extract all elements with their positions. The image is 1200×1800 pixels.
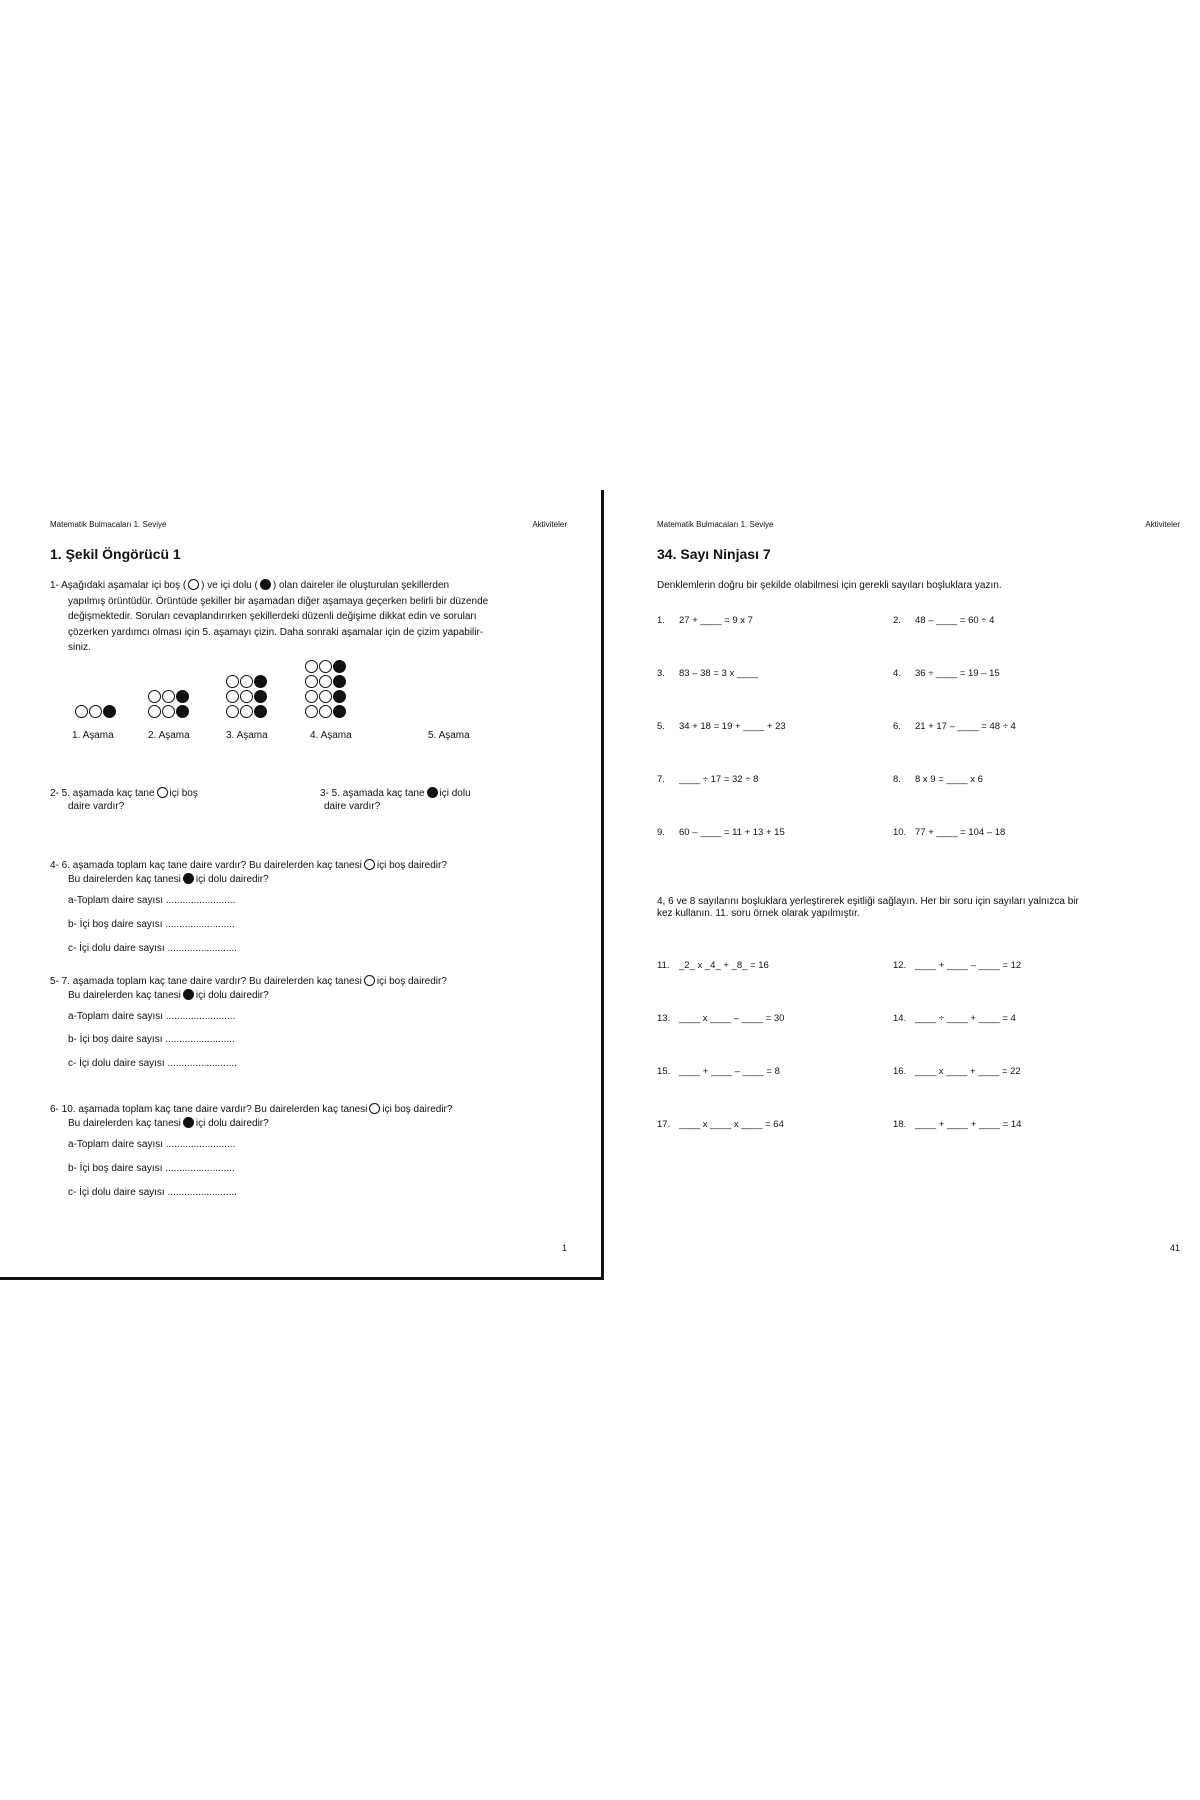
intro-part-2: ) ve içi dolu (: [201, 580, 258, 591]
filled-circle-icon: [333, 690, 346, 703]
filled-circle-icon: [176, 705, 189, 718]
equation-item: [893, 1119, 1021, 1130]
equation-item: [657, 615, 753, 626]
empty-circle-icon: [305, 660, 318, 673]
equation-text: ____ x ____ – ____ = 30: [679, 1013, 785, 1024]
header-left: Matematik Bulmacaları 1. Seviye: [657, 520, 774, 529]
equation-text: 8 x 9 = ____ x 6: [915, 774, 983, 785]
instruction-1: Denklemlerin doğru bir şekilde olabilmesi için gerekli sayıları boşluklara yazın.: [657, 580, 1002, 591]
question-3: 3- 5. aşamada kaç tane içi dolu: [320, 788, 471, 799]
header-right: Aktiviteler: [532, 520, 567, 529]
right-page: [625, 490, 1200, 1280]
equation-text: ____ x ____ + ____ = 22: [915, 1066, 1021, 1077]
empty-circle-icon: [240, 705, 253, 718]
answer-total: a-Toplam daire sayısı .........................: [68, 1139, 236, 1150]
empty-circle-icon: [148, 690, 161, 703]
empty-circle-icon: [369, 1103, 380, 1114]
equation-text: 21 + 17 – ____ = 48 ÷ 4: [915, 721, 1016, 732]
equation-number: 1.: [657, 615, 665, 626]
empty-circle-icon: [188, 579, 199, 590]
question-2: 2- 5. aşamada kaç tane içi boş: [50, 788, 198, 799]
intro-line: çözerken yardımcı olması için 5. aşamayı çizin. Daha sonraki aşamalar için de çizim yapabilir-: [68, 626, 484, 638]
equation-item: [893, 774, 983, 785]
empty-circle-icon: [240, 675, 253, 688]
page-number: 1: [562, 1243, 568, 1253]
question-4-cont: Bu dairelerden kaç tanesi içi dolu dairedir?: [68, 874, 269, 885]
question-4: 4- 6. aşamada toplam kaç tane daire vardır? Bu dairelerden kaç tanesi içi boş dairedir?: [50, 860, 447, 871]
equation-number: 18.: [893, 1119, 907, 1130]
question-6-cont: Bu dairelerden kaç tanesi içi dolu dairedir?: [68, 1118, 269, 1129]
equation-text: 34 + 18 = 19 + ____ + 23: [679, 721, 786, 732]
equation-number: 10.: [893, 827, 907, 838]
empty-circle-icon: [305, 705, 318, 718]
equation-number: 17.: [657, 1119, 671, 1130]
answer-empty: b- İçi boş daire sayısı .........................: [68, 1034, 235, 1045]
filled-circle-icon: [260, 579, 271, 590]
equation-number: 14.: [893, 1013, 907, 1024]
empty-circle-icon: [319, 675, 332, 688]
equation-number: 13.: [657, 1013, 671, 1024]
filled-circle-icon: [254, 705, 267, 718]
answer-empty: b- İçi boş daire sayısı .........................: [68, 1163, 235, 1174]
answer-filled: c- İçi dolu daire sayısı .........................: [68, 943, 237, 954]
equation-number: 15.: [657, 1066, 671, 1077]
filled-circle-icon: [183, 989, 194, 1000]
equation-item: [657, 1066, 780, 1077]
empty-circle-icon: [162, 705, 175, 718]
equation-item: [657, 721, 786, 732]
stage-3-figure: [226, 675, 267, 718]
filled-circle-icon: [183, 1117, 194, 1128]
empty-circle-icon: [162, 690, 175, 703]
filled-circle-icon: [427, 787, 438, 798]
empty-circle-icon: [319, 705, 332, 718]
stage-2-figure: [148, 690, 189, 718]
empty-circle-icon: [148, 705, 161, 718]
answer-filled: c- İçi dolu daire sayısı .........................: [68, 1187, 237, 1198]
question-2-cont: daire vardır?: [68, 801, 125, 812]
equation-item: [893, 615, 994, 626]
stage-1-figure: [75, 705, 116, 718]
equation-item: [893, 1013, 1016, 1024]
equation-text: ____ + ____ – ____ = 8: [679, 1066, 780, 1077]
equation-text: ____ + ____ + ____ = 14: [915, 1119, 1022, 1130]
equation-text: _2_ x _4_ + _8_ = 16: [679, 960, 769, 971]
empty-circle-icon: [240, 690, 253, 703]
answer-empty: b- İçi boş daire sayısı .........................: [68, 919, 235, 930]
equation-number: 2.: [893, 615, 901, 626]
stage-label: 4. Aşama: [310, 730, 352, 741]
answer-total: a-Toplam daire sayısı .........................: [68, 895, 236, 906]
equation-item: [657, 1119, 784, 1130]
empty-circle-icon: [319, 660, 332, 673]
stage-label: 2. Aşama: [148, 730, 190, 741]
stage-label: 3. Aşama: [226, 730, 268, 741]
filled-circle-icon: [333, 660, 346, 673]
empty-circle-icon: [305, 675, 318, 688]
empty-circle-icon: [364, 975, 375, 986]
filled-circle-icon: [333, 675, 346, 688]
equation-text: 27 + ____ = 9 x 7: [679, 615, 753, 626]
question-3-cont: daire vardır?: [324, 801, 381, 812]
empty-circle-icon: [364, 859, 375, 870]
page-number: 41: [1169, 1243, 1180, 1253]
equation-item: [657, 668, 758, 679]
filled-circle-icon: [333, 705, 346, 718]
answer-total: a-Toplam daire sayısı .........................: [68, 1011, 236, 1022]
equation-item: [657, 960, 769, 971]
equation-item: [657, 774, 758, 785]
equation-number: 6.: [893, 721, 901, 732]
intro-line: değişmektedir. Soruları cevaplandırırken şekillerdeki düzenli değişime dikkat edin ve soruları: [68, 611, 477, 622]
question-5: 5- 7. aşamada toplam kaç tane daire vardır? Bu dairelerden kaç tanesi içi boş dairedir?: [50, 976, 447, 987]
empty-circle-icon: [226, 690, 239, 703]
equation-text: 60 – ____ = 11 + 13 + 15: [679, 827, 785, 838]
equation-item: [893, 960, 1021, 971]
equation-item: [893, 668, 1000, 679]
intro-part-1: 1- Aşağıdaki aşamalar içi boş (: [50, 580, 187, 591]
equation-item: [893, 721, 1016, 732]
empty-circle-icon: [157, 787, 168, 798]
page-title: 1. Şekil Öngörücü 1: [50, 546, 181, 562]
equation-item: [893, 1066, 1021, 1077]
answer-filled: c- İçi dolu daire sayısı .........................: [68, 1058, 237, 1069]
empty-circle-icon: [226, 675, 239, 688]
equation-number: 8.: [893, 774, 901, 785]
equation-number: 4.: [893, 668, 901, 679]
equation-number: 7.: [657, 774, 665, 785]
equation-text: 36 ÷ ____ = 19 – 15: [915, 668, 1000, 679]
equation-item: [657, 1013, 784, 1024]
equation-number: 16.: [893, 1066, 907, 1077]
equation-text: 77 + ____ = 104 – 18: [915, 827, 1006, 838]
filled-circle-icon: [103, 705, 116, 718]
intro-part-3: ) olan daireler ile oluşturulan şekillerden: [272, 580, 450, 591]
equation-text: ____ + ____ – ____ = 12: [915, 960, 1022, 971]
stage-4-figure: [305, 660, 346, 718]
empty-circle-icon: [75, 705, 88, 718]
equation-number: 5.: [657, 721, 665, 732]
question-5-cont: Bu dairelerden kaç tanesi içi dolu dairedir?: [68, 990, 269, 1001]
header-right: Aktiviteler: [1145, 520, 1180, 529]
intro-line: yapılmış örüntüdür. Örüntüde şekiller bir aşamadan diğer aşamaya geçerken belirli bir düzende: [68, 595, 489, 607]
instruction-2: 4, 6 ve 8 sayılarını boşluklara yerleştirerek eşitliği sağlayın. Her bir soru için sayıları yalnızca bir kez kullanın. 11. soru örnek olarak yapılmıştır.: [657, 896, 1079, 919]
equation-number: 12.: [893, 960, 907, 971]
question-6: 6- 10. aşamada toplam kaç tane daire vardır? Bu dairelerden kaç tanesi içi boş dairedir?: [50, 1104, 453, 1115]
intro-line: siniz.: [68, 642, 91, 653]
empty-circle-icon: [89, 705, 102, 718]
equation-text: ____ ÷ 17 = 32 ÷ 8: [679, 774, 759, 785]
empty-circle-icon: [305, 690, 318, 703]
left-page: [0, 490, 604, 1280]
filled-circle-icon: [254, 675, 267, 688]
stage-label: 1. Aşama: [72, 730, 114, 741]
filled-circle-icon: [176, 690, 189, 703]
empty-circle-icon: [226, 705, 239, 718]
equation-number: 11.: [657, 960, 670, 971]
equation-text: 83 – 38 = 3 x ____: [679, 668, 758, 679]
equation-text: 48 – ____ = 60 ÷ 4: [915, 615, 995, 626]
equation-text: ____ ÷ ____ + ____ = 4: [915, 1013, 1016, 1024]
empty-circle-icon: [319, 690, 332, 703]
stage-label: 5. Aşama: [428, 730, 470, 741]
equation-item: [893, 827, 1005, 838]
header-left: Matematik Bulmacaları 1. Seviye: [50, 520, 167, 529]
equation-text: ____ x ____ x ____ = 64: [679, 1119, 784, 1130]
filled-circle-icon: [254, 690, 267, 703]
intro-paragraph: [50, 578, 590, 656]
page-title: 34. Sayı Ninjası 7: [657, 546, 771, 562]
equation-number: 9.: [657, 827, 665, 838]
equation-number: 3.: [657, 668, 665, 679]
filled-circle-icon: [183, 873, 194, 884]
equation-item: [657, 827, 785, 838]
